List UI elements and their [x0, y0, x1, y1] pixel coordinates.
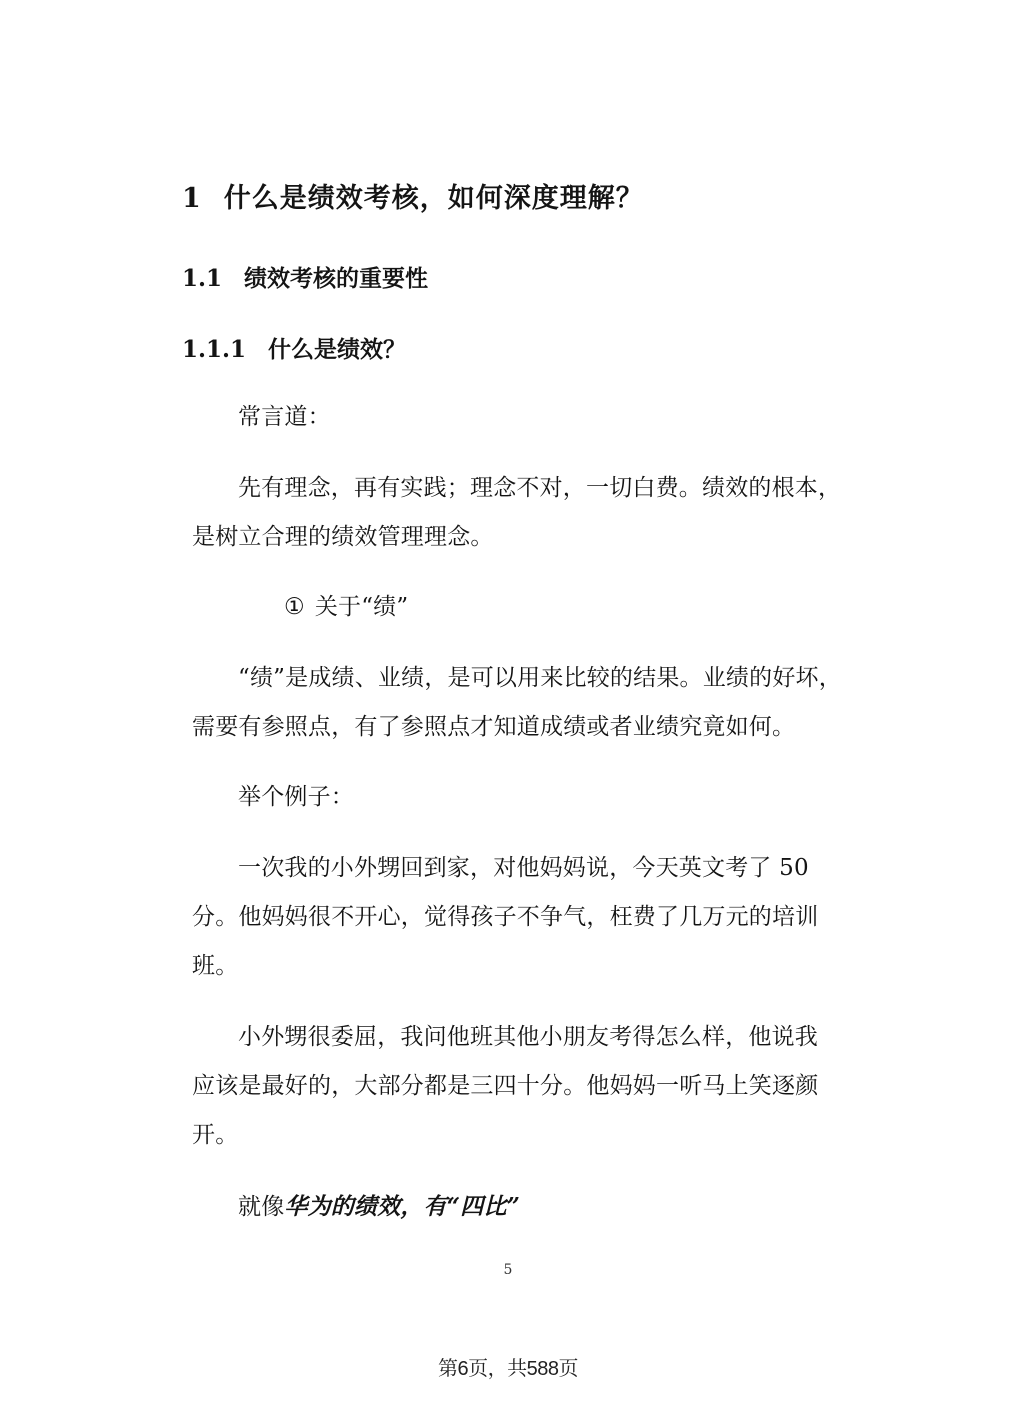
heading-3-number: 1.1.1: [182, 336, 247, 363]
heading-1-text: 什么是绩效考核，如何深度理解？: [223, 183, 644, 214]
heading-3-text: 什么是绩效？: [268, 336, 407, 363]
paragraph-line: 需要有参照点，有了参照点才知道成绩或者业绩究竟如何。: [192, 714, 796, 740]
heading-level-2: [182, 260, 428, 293]
circled-number-one: ①: [284, 594, 305, 620]
heading-2-number: 1.1: [182, 265, 223, 292]
paragraph-concept: [192, 464, 842, 562]
paragraph-about-ji: [192, 583, 832, 632]
heading-level-1: [182, 176, 644, 215]
paragraph-line: 开。: [192, 1122, 239, 1148]
paragraph-nephew-result: [192, 1013, 832, 1160]
subsection-label: 关于“绩”: [314, 594, 409, 620]
heading-2-text: 绩效考核的重要性: [244, 265, 429, 292]
paragraph-line: 举个例子：: [238, 784, 354, 810]
paragraph-line: 先有理念，再有实践；理念不对，一切白费。绩效的根本，: [238, 475, 842, 501]
paragraph-nephew-story: [192, 844, 832, 991]
paragraph-example-intro: [192, 773, 832, 822]
paragraph-line: 分。他妈妈很不开心，觉得孩子不争气，枉费了几万元的培训: [192, 904, 819, 930]
paragraph-ji-definition: [192, 654, 842, 752]
paragraph-line: 班。: [192, 953, 239, 979]
paragraph-line: 一次我的小外甥回到家，对他妈妈说，今天英文考了 50: [238, 855, 809, 881]
paragraph-line: 常言道：: [238, 404, 331, 430]
paragraph-saying: [192, 393, 832, 442]
paragraph-line: [192, 583, 832, 632]
heading-1-number: 1: [182, 183, 202, 214]
page-number: 5: [503, 1262, 513, 1278]
paragraph-line: 应该是最好的，大部分都是三四十分。他妈妈一听马上笑逐颜: [192, 1073, 819, 1099]
paragraph-huawei: [192, 1182, 832, 1232]
emphasis-text: 华为的绩效，有“四比”: [284, 1193, 521, 1220]
plain-text: 就像: [238, 1194, 285, 1220]
page-counter-footer: 第6页，共588页: [438, 1358, 578, 1380]
paragraph-line: 小外甥很委屈，我问他班其他小朋友考得怎么样，他说我: [238, 1024, 818, 1050]
paragraph-line: “绩”是成绩、业绩，是可以用来比较的结果。业绩的好坏，: [238, 665, 842, 691]
paragraph-line: [192, 1182, 832, 1232]
paragraph-line: 是树立合理的绩效管理理念。: [192, 524, 494, 550]
heading-level-3: [182, 331, 406, 364]
